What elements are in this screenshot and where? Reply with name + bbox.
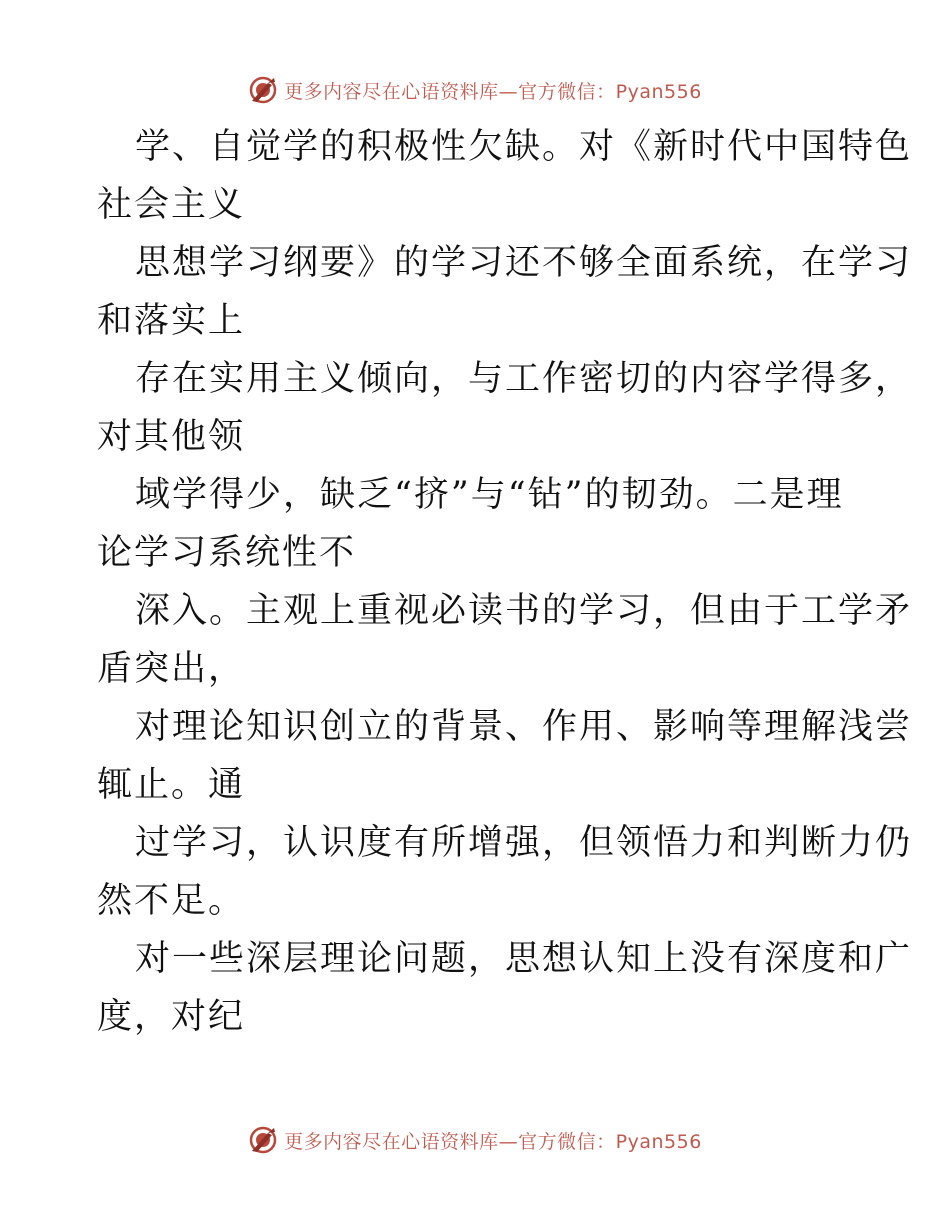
paragraph-wrap-line: 和落实上	[97, 301, 246, 341]
paragraph-line: 对理论知识创立的背景、作用、影响等理解浅尝	[135, 707, 913, 747]
paragraph	[97, 582, 913, 698]
paragraph	[97, 698, 913, 814]
paragraph-line: 存在实用主义倾向，与工作密切的内容学得多，	[135, 359, 913, 399]
paragraph-line: 过学习，认识度有所增强，但领悟力和判断力仍	[135, 823, 913, 863]
pen-logo-icon	[248, 1125, 278, 1155]
paragraph-line: 深入。主观上重视必读书的学习，但由于工学矛	[135, 591, 913, 631]
paragraph	[97, 466, 857, 582]
paragraph-line: 对一些深层理论问题，思想认知上没有深度和广	[135, 939, 913, 979]
paragraph	[97, 930, 913, 1046]
paragraph-wrap-line: 社会主义	[97, 185, 246, 225]
header-banner	[0, 70, 950, 110]
footer-banner-text: 更多内容尽在心语资料库—官方微信：Pyan556	[284, 1130, 702, 1153]
paragraph	[97, 814, 913, 930]
paragraph-wrap-line: 然不足。	[97, 881, 246, 921]
paragraph-wrap-line: 盾突出，	[97, 649, 246, 689]
paragraph	[97, 234, 913, 350]
paragraph	[97, 350, 913, 466]
header-banner-text: 更多内容尽在心语资料库—官方微信：Pyan556	[284, 80, 702, 103]
paragraph-wrap-line: 度，对纪	[97, 997, 246, 1037]
paragraph-line: 域学得少，缺乏“挤”与“钻”的韧劲。二是理	[135, 475, 844, 515]
paragraph-line: 思想学习纲要》的学习还不够全面系统，在学习	[135, 243, 913, 283]
footer-banner	[0, 1120, 950, 1160]
paragraph-wrap-line: 对其他领	[97, 417, 246, 457]
paragraph-wrap-line: 辄止。通	[97, 765, 246, 805]
paragraph-line: 学、自觉学的积极性欠缺。对《新时代中国特色	[135, 127, 913, 167]
pen-logo-icon	[248, 75, 278, 105]
paragraph-wrap-line: 论学习系统性不	[97, 533, 357, 573]
paragraph	[97, 118, 913, 234]
document-body	[97, 118, 913, 1046]
